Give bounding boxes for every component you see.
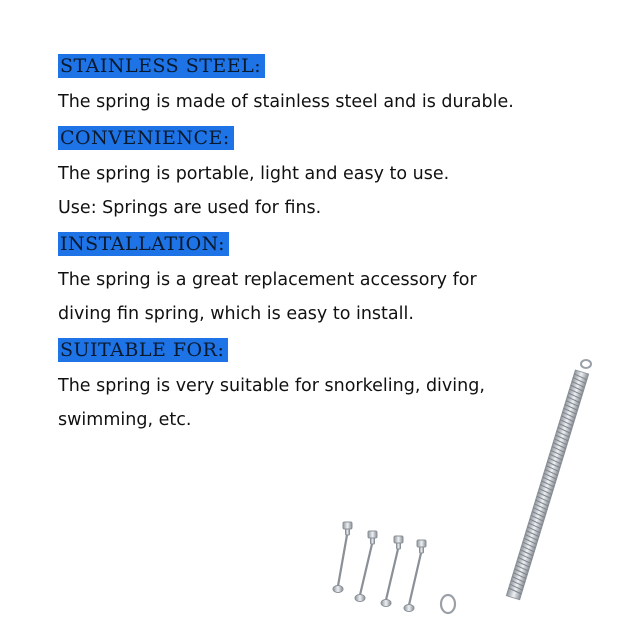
text-convenience-2: Use: Springs are used for fins. bbox=[58, 198, 322, 218]
heading-stainless-steel: STAINLESS STEEL: bbox=[58, 54, 265, 78]
spring-image bbox=[441, 360, 591, 613]
pin-image bbox=[333, 522, 426, 612]
text-installation-2: diving fin spring, which is easy to install. bbox=[58, 304, 414, 324]
text-installation-1: The spring is a great replacement accessory for bbox=[58, 270, 477, 290]
heading-installation: INSTALLATION: bbox=[58, 232, 229, 256]
text-stainless-steel: The spring is made of stainless steel and is durable. bbox=[58, 92, 514, 112]
text-suitable-for-2: swimming, etc. bbox=[58, 410, 192, 430]
heading-suitable-for: SUITABLE FOR: bbox=[58, 338, 228, 362]
heading-convenience: CONVENIENCE: bbox=[58, 126, 234, 150]
text-suitable-for-1: The spring is very suitable for snorkeling, diving, bbox=[58, 376, 485, 396]
text-convenience-1: The spring is portable, light and easy to use. bbox=[58, 164, 450, 184]
product-image bbox=[320, 350, 640, 640]
